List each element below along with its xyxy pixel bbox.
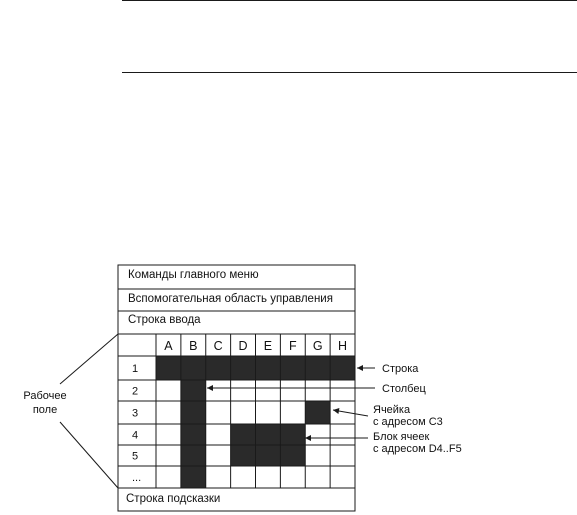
work-area-label-2: поле bbox=[32, 404, 58, 416]
row-header-3: 3 bbox=[132, 407, 139, 420]
hint-band-label: Строка подсказки bbox=[126, 493, 221, 505]
block-callout-label-2: с адресом D4..F5 bbox=[373, 443, 462, 455]
row-callout-label: Строка bbox=[382, 363, 419, 375]
block-callout-label-1: Блок ячеек bbox=[373, 431, 430, 443]
column-header-a: A bbox=[164, 339, 173, 353]
row-callout-arrowhead bbox=[357, 365, 363, 371]
column-callout-label: Столбец bbox=[382, 383, 426, 395]
row-header-1: 1 bbox=[132, 363, 139, 375]
cell-callout-arrowhead bbox=[333, 408, 339, 414]
input-band-label: Строка ввода bbox=[128, 314, 201, 326]
cell-callout-label-1: Ячейка bbox=[373, 404, 411, 416]
work-area-bracket-top bbox=[60, 334, 118, 384]
row-header-6: ... bbox=[132, 472, 142, 484]
row-header-4: 4 bbox=[132, 429, 139, 442]
row-header-5: 5 bbox=[132, 450, 139, 463]
toolbar-band-label: Вспомогательная область управления bbox=[128, 293, 333, 305]
column-header-f: F bbox=[288, 339, 297, 353]
highlighted-column-fill bbox=[181, 356, 206, 488]
menu-band-label: Команды главного меню bbox=[128, 269, 259, 281]
column-header-h: H bbox=[338, 339, 348, 353]
work-area-bracket-bottom bbox=[60, 422, 118, 488]
column-header-g: G bbox=[312, 339, 323, 353]
column-header-b: B bbox=[189, 339, 198, 353]
column-header-d: D bbox=[238, 339, 248, 353]
column-callout-arrowhead bbox=[207, 385, 213, 391]
row-header-2: 2 bbox=[132, 385, 139, 398]
column-header-c: C bbox=[213, 339, 223, 353]
block-callout-arrowhead bbox=[305, 435, 311, 441]
highlighted-cell-fill bbox=[305, 401, 330, 424]
work-area-label-1: Рабочее bbox=[23, 390, 67, 402]
cell-callout-label-2: с адресом С3 bbox=[373, 416, 443, 428]
column-header-e: E bbox=[263, 339, 273, 353]
